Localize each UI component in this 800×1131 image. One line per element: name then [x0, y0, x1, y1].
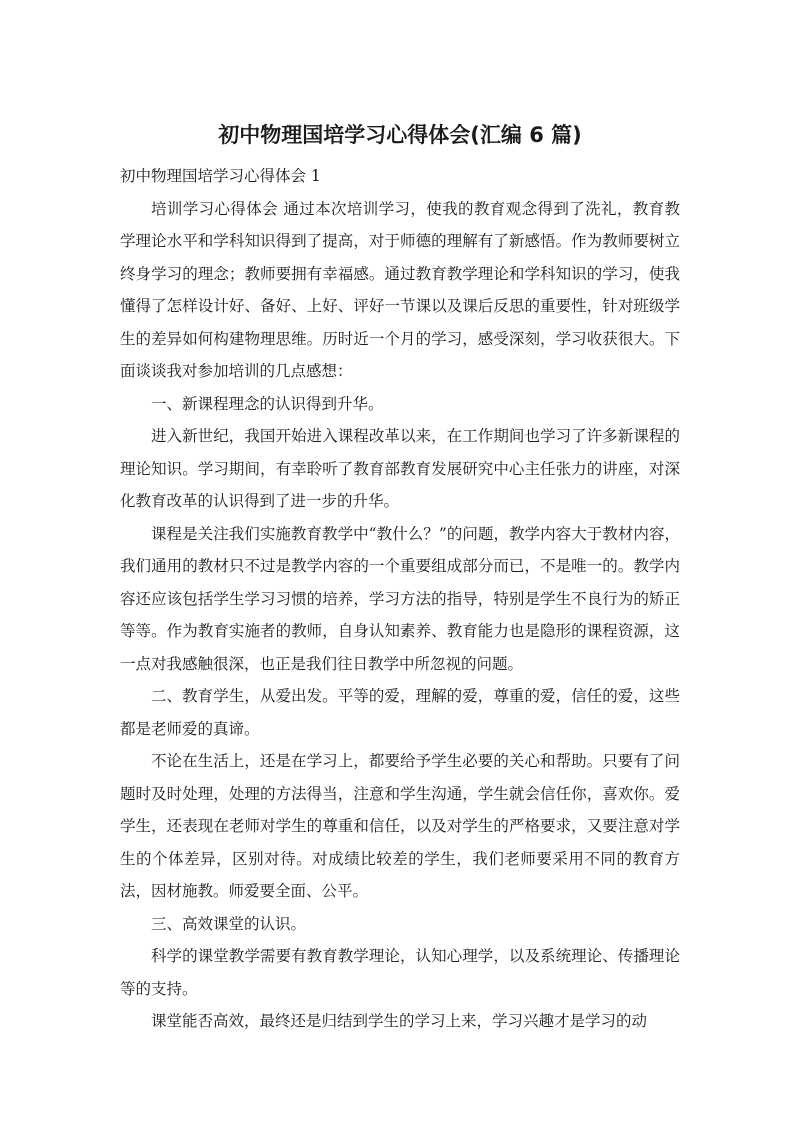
paragraph-care: 不论在生活上，还是在学习上，都要给予学生必要的关心和帮助。只要有了问题时及时处理，处理的方法得当，注意和学生沟通，学生就会信任你，喜欢你。爱学生，还表现在老师对学生的尊重和信任，以及对学生的严格要求，又要注意对学生的个体差异，区别对待。对成绩比较差的学生，我们老师要采用不同的教育方法，因材施教。师爱要全面、公平。: [120, 752, 680, 900]
paragraph-curriculum: 课程是关注我们实施教育教学中“教什么？”的问题，教学内容大于教材内容，我们通用的教材只不过是教学内容的一个重要组成部分而已，不是唯一的。教学内容还应该包括学生学习习惯的培养，学习方法的指导，特别是学生不良行为的矫正等等。作为教育实施者的教师，自身认知素养、教育能力也是隐形的课程资源，这一点对我感触很深，也正是我们往日教学中所忽视的问题。: [120, 524, 680, 673]
heading-section-two: 二、教育学生，从爱出发。平等的爱，理解的爱，尊重的爱，信任的爱，这些都是老师爱的真谛。: [120, 687, 680, 738]
paragraph-new-century: 进入新世纪，我国开始进入课程改革以来，在工作期间也学习了许多新课程的理论知识。学习期间，有幸聆听了教育部教育发展研究中心主任张力的讲座，对深化教育改革的认识得到了进一步的升华。: [120, 427, 680, 510]
paragraph-efficient-class: 课堂能否高效，最终还是归结到学生的学习上来，学习兴趣才是学习的动: [151, 1012, 648, 1030]
paragraph-intro: 培训学习心得体会 通过本次培训学习，使我的教育观念得到了洗礼，教育教学理论水平和学科知识得到了提高，对于师德的理解有了新感悟。作为教师要树立终身学习的理念；教师要拥有幸福感。通过教育教学理论和学科知识的学习，使我懂得了怎样设计好、备好、上好、评好一节课以及课后反思的重要性，针对班级学生的差异如何构建物理思维。历时近一个月的学习，感受深刻，学习收获很大。下面谈谈我对参加培训的几点感想：: [120, 199, 680, 380]
document-title: 初中物理国培学习心得体会(汇编 6 篇): [218, 123, 582, 147]
section-subtitle: 初中物理国培学习心得体会 1: [120, 167, 321, 185]
paragraph-science-teaching: 科学的课堂教学需要有教育教学理论，认知心理学，以及系统理论、传播理论等的支持。: [120, 947, 680, 998]
document-body: [120, 160, 680, 1038]
heading-section-one: 一、新课程理念的认识得到升华。: [151, 394, 384, 413]
heading-section-three: 三、高效课堂的认识。: [151, 914, 307, 933]
